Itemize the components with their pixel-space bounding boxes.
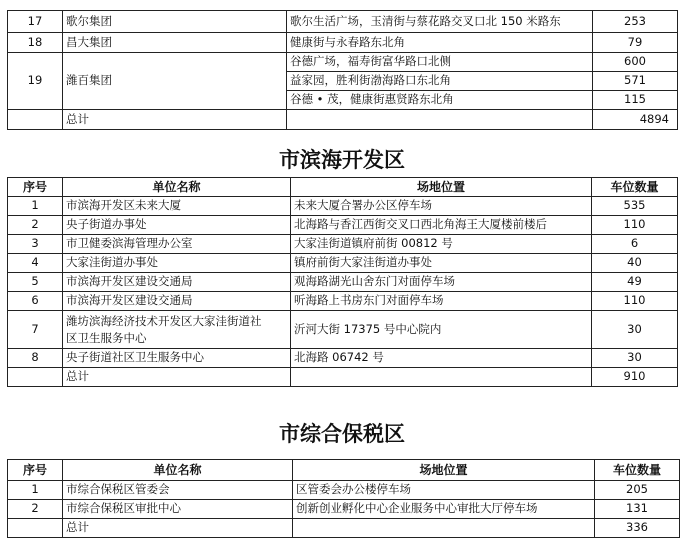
seq-cell: 5: [8, 273, 63, 292]
place-cell: 沂河大街 17375 号中心院内: [291, 311, 592, 349]
unit-line: 区卫生服务中心: [66, 330, 147, 345]
seq-cell: 19: [8, 53, 63, 110]
count-cell: 110: [592, 216, 678, 235]
unit-cell: [63, 311, 291, 349]
place-cell: 听海路上书房东门对面停车场: [291, 292, 592, 311]
total-row: [8, 110, 678, 130]
table-row: [8, 292, 678, 311]
header-place: 场地位置: [291, 178, 592, 197]
unit-cell: 央子街道社区卫生服务中心: [63, 349, 291, 368]
place-cell: 大家洼街道镇府前街 00812 号: [291, 235, 592, 254]
table-top-continuation: [7, 10, 678, 130]
table-bonded: [7, 459, 680, 538]
total-row: [8, 368, 678, 387]
section-title-binhai: 市滨海开发区: [279, 147, 405, 172]
seq-cell: 6: [8, 292, 63, 311]
unit-cell: 市综合保税区审批中心: [63, 500, 293, 519]
seq-cell: 17: [8, 11, 63, 33]
header-seq: 序号: [8, 178, 63, 197]
table-row: [8, 216, 678, 235]
unit-line: 潍坊滨海经济技术开发区大家洼街道社: [66, 313, 262, 328]
total-value: 4894: [593, 110, 678, 130]
place-cell: 镇府前街大家洼街道办事处: [291, 254, 592, 273]
empty-cell: [287, 110, 593, 130]
place-cell: 益家园，胜利街渤海路口东北角: [287, 72, 593, 91]
total-value: 910: [592, 368, 678, 387]
count-cell: 6: [592, 235, 678, 254]
header-seq: 序号: [8, 460, 63, 481]
count-cell: 600: [593, 53, 678, 72]
total-label: 总计: [63, 368, 291, 387]
seq-cell: 18: [8, 33, 63, 53]
count-cell: 30: [592, 349, 678, 368]
table-row: [8, 254, 678, 273]
table-row: [8, 500, 680, 519]
seq-cell: 1: [8, 481, 63, 500]
count-cell: 535: [592, 197, 678, 216]
count-cell: 110: [592, 292, 678, 311]
count-cell: 30: [592, 311, 678, 349]
count-cell: 253: [593, 11, 678, 33]
place-cell: 观海路湖光山舍东门对面停车场: [291, 273, 592, 292]
unit-cell: 歌尔集团: [63, 11, 287, 33]
place-cell: 北海路 06742 号: [291, 349, 592, 368]
empty-cell: [291, 368, 592, 387]
table-row: [8, 11, 678, 33]
count-cell: 115: [593, 91, 678, 110]
total-row: [8, 519, 680, 538]
header-row: [8, 460, 680, 481]
seq-cell: 1: [8, 197, 63, 216]
count-cell: 131: [595, 500, 680, 519]
table-row: [8, 349, 678, 368]
place-cell: 未来大厦合署办公区停车场: [291, 197, 592, 216]
section-title-bonded: 市综合保税区: [279, 421, 405, 446]
empty-cell: [8, 110, 63, 130]
empty-cell: [8, 368, 63, 387]
table-row: [8, 273, 678, 292]
seq-cell: 4: [8, 254, 63, 273]
header-count: 车位数量: [595, 460, 680, 481]
table-row: [8, 481, 680, 500]
seq-cell: 8: [8, 349, 63, 368]
unit-cell: 潍百集团: [63, 53, 287, 110]
place-cell: 歌尔生活广场，玉清街与蔡花路交叉口北 150 米路东: [287, 11, 593, 33]
seq-cell: 7: [8, 311, 63, 349]
header-unit: 单位名称: [63, 178, 291, 197]
table-binhai: [7, 177, 678, 387]
table-row: [8, 53, 678, 72]
unit-cell: 市滨海开发区建设交通局: [63, 273, 291, 292]
seq-cell: 2: [8, 216, 63, 235]
place-cell: 谷德 • 茂，健康街惠贤路东北角: [287, 91, 593, 110]
table-row: [8, 33, 678, 53]
total-label: 总计: [63, 519, 293, 538]
unit-cell: 昌大集团: [63, 33, 287, 53]
empty-cell: [8, 519, 63, 538]
count-cell: 40: [592, 254, 678, 273]
table-row: [8, 311, 678, 349]
total-value: 336: [595, 519, 680, 538]
header-place: 场地位置: [293, 460, 595, 481]
header-row: [8, 178, 678, 197]
place-cell: 区管委会办公楼停车场: [293, 481, 595, 500]
place-cell: 创新创业孵化中心企业服务中心审批大厅停车场: [293, 500, 595, 519]
count-cell: 571: [593, 72, 678, 91]
seq-cell: 2: [8, 500, 63, 519]
unit-cell: 央子街道办事处: [63, 216, 291, 235]
unit-cell: 市滨海开发区建设交通局: [63, 292, 291, 311]
unit-cell: 大家洼街道办事处: [63, 254, 291, 273]
place-cell: 北海路与香江西街交叉口西北角海王大厦楼前楼后: [291, 216, 592, 235]
unit-cell: 市滨海开发区未来大厦: [63, 197, 291, 216]
place-cell: 谷德广场，福寿街富华路口北侧: [287, 53, 593, 72]
total-label: 总计: [63, 110, 287, 130]
header-unit: 单位名称: [63, 460, 293, 481]
table-row: [8, 197, 678, 216]
count-cell: 205: [595, 481, 680, 500]
seq-cell: 3: [8, 235, 63, 254]
unit-cell: 市卫健委滨海管理办公室: [63, 235, 291, 254]
count-cell: 79: [593, 33, 678, 53]
empty-cell: [293, 519, 595, 538]
count-cell: 49: [592, 273, 678, 292]
header-count: 车位数量: [592, 178, 678, 197]
unit-cell: 市综合保税区管委会: [63, 481, 293, 500]
table-row: [8, 235, 678, 254]
place-cell: 健康街与永春路东北角: [287, 33, 593, 53]
